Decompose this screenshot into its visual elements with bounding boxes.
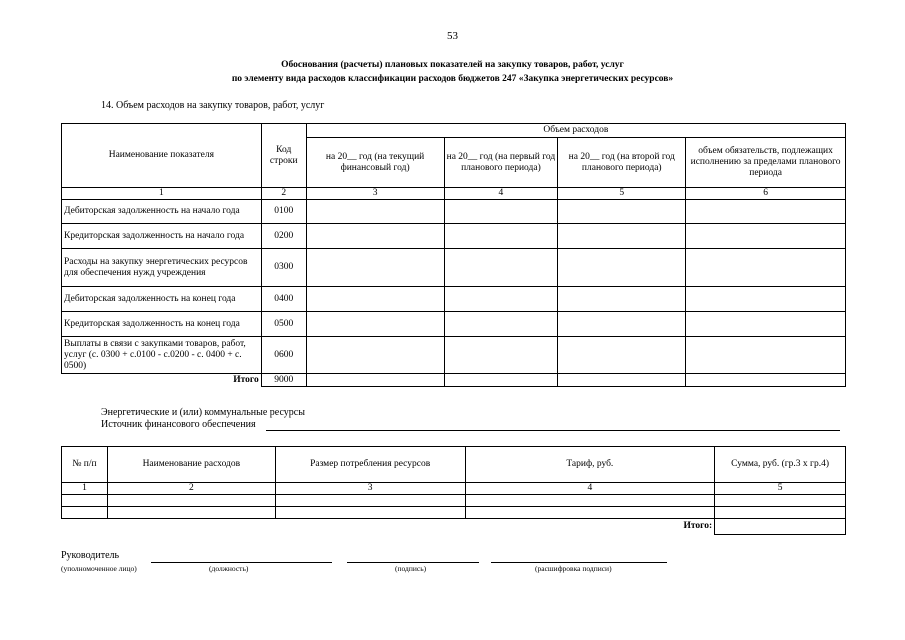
column-numbers-row <box>62 483 846 495</box>
table-row <box>62 312 846 337</box>
col-num-6: 6 <box>686 188 846 200</box>
col-num-3: 3 <box>275 483 465 495</box>
document-title-line-1: Обоснования (расчеты) плановых показателей на закупку товаров, работ, услуг <box>281 60 624 70</box>
col-num-3: 3 <box>306 188 444 200</box>
energy-resources-label: Энергетические и (или) коммунальные ресурсы <box>101 407 305 418</box>
header-consumption: Размер потребления ресурсов <box>275 447 465 483</box>
row-code: 0300 <box>261 249 306 287</box>
header-first-plan-year: на 20__ год (на первый год планового периода) <box>444 138 558 188</box>
total-label: Итого: <box>62 519 715 535</box>
total-row <box>62 519 846 535</box>
header-tariff: Тариф, руб. <box>465 447 715 483</box>
input-cell[interactable] <box>306 249 444 287</box>
col-num-4: 4 <box>465 483 715 495</box>
header-number: № п/п <box>62 447 108 483</box>
input-cell[interactable] <box>444 249 558 287</box>
input-cell[interactable] <box>444 200 558 224</box>
funding-source-label: Источник финансового обеспечения <box>101 419 256 430</box>
position-caption: (должность) <box>209 564 249 573</box>
input-cell[interactable] <box>465 495 715 507</box>
input-cell[interactable] <box>558 200 686 224</box>
col-num-1: 1 <box>62 483 108 495</box>
input-cell[interactable] <box>558 249 686 287</box>
row-name: Кредиторская задолженность на начало года <box>62 224 262 249</box>
input-cell[interactable] <box>444 224 558 249</box>
input-cell[interactable] <box>275 507 465 519</box>
col-num-4: 4 <box>444 188 558 200</box>
row-name: Расходы на закупку энергетических ресурсов для обеспечения нужд учреждения <box>62 249 262 287</box>
col-num-5: 5 <box>715 483 846 495</box>
expense-volume-table <box>61 123 846 387</box>
page-number: 53 <box>447 30 458 42</box>
funding-source-field[interactable] <box>266 430 840 431</box>
header-beyond-period: объем обязательств, подлежащих исполнению за пределами планового периода <box>686 138 846 188</box>
table-row <box>62 495 846 507</box>
header-expense-name: Наименование расходов <box>107 447 275 483</box>
decode-caption: (расшифровка подписи) <box>535 564 612 573</box>
input-cell[interactable] <box>558 224 686 249</box>
row-code: 0400 <box>261 287 306 312</box>
input-cell[interactable] <box>686 224 846 249</box>
header-row-code: Код строки <box>261 124 306 188</box>
table-row <box>62 337 846 374</box>
input-cell[interactable] <box>686 249 846 287</box>
header-sum: Сумма, руб. (гр.3 х гр.4) <box>715 447 846 483</box>
input-cell[interactable] <box>444 287 558 312</box>
input-cell[interactable] <box>107 495 275 507</box>
row-code: 0500 <box>261 312 306 337</box>
input-cell[interactable] <box>444 337 558 374</box>
row-name: Выплаты в связи с закупками товаров, работ, услуг (с. 0300 + с.0100 - с.0200 - с. 0400 + с. 0500) <box>62 337 262 374</box>
document-title-line-2: по элементу вида расходов классификации расходов бюджетов 247 «Закупка энергетических ресурсов» <box>231 74 674 84</box>
input-cell[interactable] <box>275 495 465 507</box>
sign-field[interactable] <box>347 562 479 563</box>
total-code: 9000 <box>261 374 306 387</box>
authorized-caption: (уполномоченное лицо) <box>61 564 137 573</box>
header-expense-volume: Объем расходов <box>306 124 845 138</box>
section-heading: 14. Объем расходов на закупку товаров, работ, услуг <box>101 100 325 111</box>
energy-calculation-table <box>61 446 846 535</box>
input-cell[interactable] <box>558 287 686 312</box>
table-row <box>62 224 846 249</box>
head-label: Руководитель <box>61 550 120 561</box>
row-code: 0600 <box>261 337 306 374</box>
input-cell[interactable] <box>686 337 846 374</box>
table-row <box>62 287 846 312</box>
header-indicator-name: Наименование показателя <box>62 124 262 188</box>
column-numbers-row <box>62 188 846 200</box>
input-cell[interactable] <box>62 507 108 519</box>
input-cell[interactable] <box>465 507 715 519</box>
col-num-1: 1 <box>62 188 262 200</box>
header-second-plan-year: на 20__ год (на второй год планового периода) <box>558 138 686 188</box>
input-cell[interactable] <box>558 374 686 387</box>
table-row <box>62 200 846 224</box>
input-cell[interactable] <box>686 374 846 387</box>
total-label: Итого <box>62 374 262 387</box>
input-cell[interactable] <box>715 507 846 519</box>
input-cell[interactable] <box>306 374 444 387</box>
row-name: Кредиторская задолженность на конец года <box>62 312 262 337</box>
input-cell[interactable] <box>715 519 846 535</box>
input-cell[interactable] <box>686 287 846 312</box>
input-cell[interactable] <box>306 200 444 224</box>
position-field[interactable] <box>151 562 332 563</box>
input-cell[interactable] <box>715 495 846 507</box>
input-cell[interactable] <box>444 312 558 337</box>
col-num-2: 2 <box>107 483 275 495</box>
input-cell[interactable] <box>686 200 846 224</box>
input-cell[interactable] <box>306 312 444 337</box>
decode-field[interactable] <box>491 562 667 563</box>
input-cell[interactable] <box>62 495 108 507</box>
table-row <box>62 507 846 519</box>
input-cell[interactable] <box>107 507 275 519</box>
input-cell[interactable] <box>686 312 846 337</box>
total-row <box>62 374 846 387</box>
header-current-year: на 20__ год (на текущий финансовый год) <box>306 138 444 188</box>
col-num-5: 5 <box>558 188 686 200</box>
input-cell[interactable] <box>444 374 558 387</box>
col-num-2: 2 <box>261 188 306 200</box>
table-row <box>62 249 846 287</box>
row-name: Дебиторская задолженность на конец года <box>62 287 262 312</box>
row-name: Дебиторская задолженность на начало года <box>62 200 262 224</box>
input-cell[interactable] <box>306 224 444 249</box>
sign-caption: (подпись) <box>395 564 427 573</box>
row-code: 0200 <box>261 224 306 249</box>
input-cell[interactable] <box>306 337 444 374</box>
input-cell[interactable] <box>558 337 686 374</box>
row-code: 0100 <box>261 200 306 224</box>
input-cell[interactable] <box>306 287 444 312</box>
input-cell[interactable] <box>558 312 686 337</box>
